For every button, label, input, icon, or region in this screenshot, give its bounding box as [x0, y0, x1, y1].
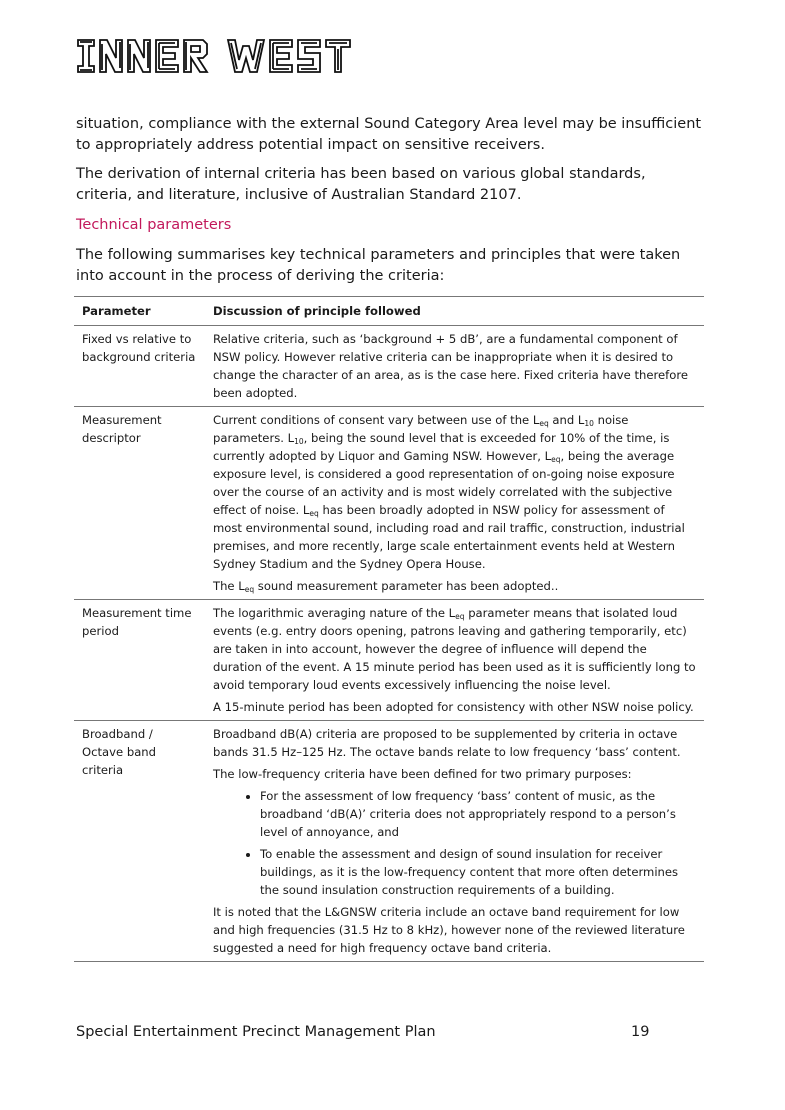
discussion-paragraph: Relative criteria, such as ‘background + 5 dB’, are a fundamental component of NSW policy. However relative criteria can be inappropriate when it is desired to change the character of an area, as is the case here. Fixed criteria have therefore been adopted.: [213, 332, 688, 400]
technical-parameters-table: [74, 296, 704, 962]
list-item: • To enable the assessment and design of sound insulation for receiver buildings, as it is the low-frequency content that more often determines the sound insulation construction requirements of a building.: [260, 845, 696, 899]
row-discussion: [205, 721, 704, 961]
discussion-paragraph: A 15-minute period has been adopted for consistency with other NSW noise policy.: [213, 700, 694, 714]
row-parameter: Broadband / Octave band criteria: [82, 727, 157, 777]
intro-paragraph-3: The following summarises key technical parameters and principles that were taken into account in the process of deriving the criteria:: [76, 247, 681, 284]
table-row: [74, 407, 704, 600]
row-parameter: Fixed vs relative to background criteria: [82, 332, 196, 364]
footer-title: Special Entertainment Precinct Management Plan: [76, 1024, 436, 1040]
list-item: • For the assessment of low frequency ‘bass’ content of music, as the broadband ‘dB(A)’ criteria does not appropriately respond to a person’s level of annoyance, and: [260, 787, 696, 841]
header-parameter: Parameter: [82, 304, 151, 318]
table-row: [74, 721, 704, 962]
table-row: [74, 600, 704, 721]
table-row: [74, 326, 704, 407]
discussion-paragraph: Current conditions of consent vary between use of the $L_{eq}$ and $L_{10}$ noise parameters. $L_{10}$, being the sound level that is exceeded for 10% of the time, is currently adopted by Liquor and Gaming NSW. However, $L_{eq}$, being the average exposure level, is considered a good representation of on-going noise exposure over the course of an activity and is most widely correlated with the subjective effect of noise. $L_{eq}$ has been broadly adopted in NSW policy for assessment of most environmental sound, including road and rail traffic, construction, industrial premises, and more recently, large scale entertainment events held at Western Sydney Stadium and the Sydney Opera House.: [213, 413, 685, 571]
header-discussion: Discussion of principle followed: [213, 304, 421, 318]
discussion-paragraph: The logarithmic averaging nature of the $L_{eq}$ parameter means that isolated loud events (e.g. entry doors opening, patrons leaving and gathering temporarily, etc) are taken in into account, however the degree of influence will depend the duration of the event. A 15 minute period has been used as it is sufficiently long to avoid temporary loud events excessively influencing the noise level.: [213, 606, 696, 692]
logo-mark: [76, 36, 368, 76]
discussion-paragraph: The $L_{eq}$ sound measurement parameter has been adopted..: [213, 579, 559, 594]
discussion-paragraph: Broadband dB(A) criteria are proposed to be supplemented by criteria in octave bands 31.5 Hz–125 Hz. The octave bands relate to low frequency ‘bass’ content.: [213, 727, 681, 759]
row-parameter: Measurement time period: [82, 606, 192, 638]
row-discussion: [205, 600, 704, 720]
logo-text: [76, 76, 77, 77]
table-header-row: [74, 296, 704, 326]
section-heading: Technical parameters: [76, 217, 232, 233]
row-parameter: Measurement descriptor: [82, 413, 162, 445]
intro-paragraph-2: The derivation of internal criteria has been based on various global standards, criteria, and literature, inclusive of Australian Standard 2107.: [76, 166, 646, 203]
discussion-paragraph: It is noted that the L&GNSW criteria include an octave band requirement for low and high frequencies (31.5 Hz to 8 kHz), however none of the reviewed literature suggested a need for high frequency octave band criteria.: [213, 905, 685, 955]
inner-west-logo: [76, 36, 368, 76]
row-discussion: [205, 407, 704, 599]
row-discussion: [205, 326, 704, 406]
intro-paragraph-1: situation, compliance with the external Sound Category Area level may be insufficient to appropriately address potential impact on sensitive receivers.: [76, 116, 702, 153]
page-number: 19: [631, 1024, 650, 1040]
bullet-list: [213, 787, 696, 899]
discussion-paragraph: The low-frequency criteria have been defined for two primary purposes:: [213, 767, 632, 781]
